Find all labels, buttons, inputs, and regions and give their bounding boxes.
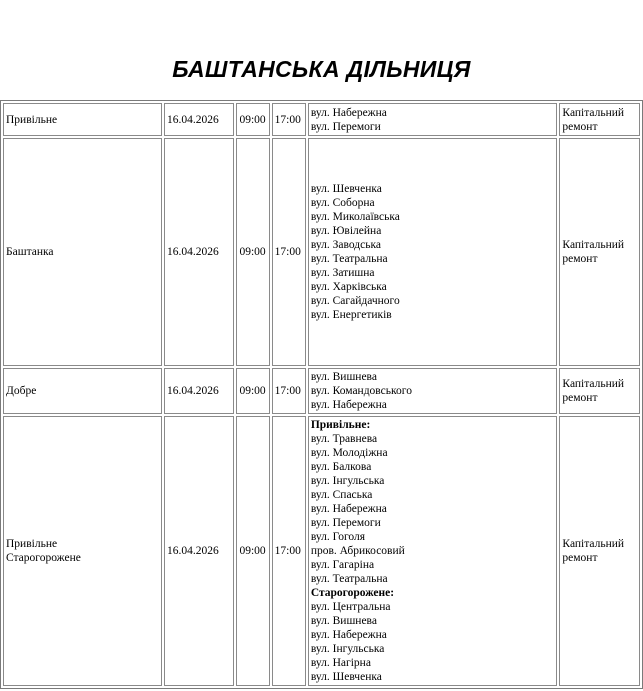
street-name: вул. Затишна xyxy=(310,267,375,279)
end-time-cell: 17:00 xyxy=(272,138,306,366)
work-type-text: Капітальний xyxy=(562,239,625,251)
date-cell: 16.04.2026 xyxy=(164,368,234,414)
streets-cell xyxy=(308,416,558,686)
street-name: вул. Вишнева xyxy=(310,615,377,627)
work-type-text: ремонт xyxy=(562,392,598,404)
table-row xyxy=(3,416,640,686)
work-type-text: Капітальний xyxy=(562,378,625,390)
settlement-cell xyxy=(3,368,162,414)
work-type-cell xyxy=(559,368,640,414)
street-name: вул. Ювілейна xyxy=(310,225,382,237)
end-time-cell: 17:00 xyxy=(272,103,306,136)
start-time-cell: 09:00 xyxy=(236,138,269,366)
work-type-text: Капітальний xyxy=(562,106,625,119)
street-name: вул. Інгульська xyxy=(310,475,385,487)
street-name: вул. Спаська xyxy=(310,489,373,501)
street-name: вул. Перемоги xyxy=(310,120,381,133)
street-name: вул. Заводська xyxy=(310,239,381,251)
table-row xyxy=(3,103,640,136)
table-row xyxy=(3,368,640,414)
date-cell: 16.04.2026 xyxy=(164,416,234,686)
settlement-subheading: Старогорожене: xyxy=(310,587,395,599)
start-time-cell: 09:00 xyxy=(236,103,269,136)
start-time-cell: 09:00 xyxy=(236,416,269,686)
streets-cell xyxy=(308,138,558,366)
work-type-cell xyxy=(559,416,640,686)
outage-schedule-table xyxy=(0,100,643,689)
settlement-subheading: Привільне: xyxy=(310,419,371,431)
street-name: вул. Нагірна xyxy=(310,657,371,669)
street-name: вул. Гагаріна xyxy=(310,559,375,571)
settlement-cell xyxy=(3,138,162,366)
work-type-text: ремонт xyxy=(562,552,598,564)
work-type-cell xyxy=(559,138,640,366)
end-time-cell: 17:00 xyxy=(272,368,306,414)
street-name: вул. Миколаївська xyxy=(310,211,400,223)
settlement-name: Привільне xyxy=(6,113,58,126)
street-name: вул. Гоголя xyxy=(310,531,366,543)
street-name: пров. Абрикосовий xyxy=(310,545,405,557)
street-name: вул. Харківська xyxy=(310,281,387,293)
work-type-cell xyxy=(559,103,640,136)
street-name: вул. Енергетиків xyxy=(310,309,392,321)
end-time-cell: 17:00 xyxy=(272,416,306,686)
start-time-cell: 09:00 xyxy=(236,368,269,414)
settlement-name: Привільне xyxy=(6,538,58,550)
street-name: вул. Набережна xyxy=(310,629,387,641)
streets-cell xyxy=(308,103,558,136)
street-name: вул. Центральна xyxy=(310,601,391,613)
street-name: вул. Командовського xyxy=(310,385,412,397)
street-name: вул. Травнева xyxy=(310,433,378,445)
street-name: вул. Набережна xyxy=(310,106,387,119)
settlement-name: Баштанка xyxy=(6,246,54,258)
street-name: вул. Балкова xyxy=(310,461,372,473)
streets-cell xyxy=(308,368,558,414)
street-name: вул. Набережна xyxy=(310,503,387,515)
street-name: вул. Шевченка xyxy=(310,671,382,683)
street-name: вул. Набережна xyxy=(310,399,387,411)
street-name: вул. Шевченка xyxy=(310,183,382,195)
street-name: вул. Інгульська xyxy=(310,643,385,655)
street-name: вул. Театральна xyxy=(310,573,388,585)
page-title: БАШТАНСЬКА ДІЛЬНИЦЯ xyxy=(172,56,471,82)
street-name: вул. Сагайдачного xyxy=(310,295,400,307)
work-type-text: ремонт xyxy=(562,253,598,265)
settlement-cell xyxy=(3,416,162,686)
table-row xyxy=(3,138,640,366)
street-name: вул. Молодіжна xyxy=(310,447,388,459)
street-name: вул. Перемоги xyxy=(310,517,381,529)
date-cell: 16.04.2026 xyxy=(164,138,234,366)
settlement-name: Старогорожене xyxy=(6,552,81,564)
street-name: вул. Вишнева xyxy=(310,371,377,383)
settlement-cell xyxy=(3,103,162,136)
settlement-name: Добре xyxy=(6,385,37,397)
street-name: вул. Театральна xyxy=(310,253,388,265)
work-type-text: ремонт xyxy=(562,120,598,133)
street-name: вул. Соборна xyxy=(310,197,375,209)
date-cell: 16.04.2026 xyxy=(164,103,234,136)
work-type-text: Капітальний xyxy=(562,538,625,550)
